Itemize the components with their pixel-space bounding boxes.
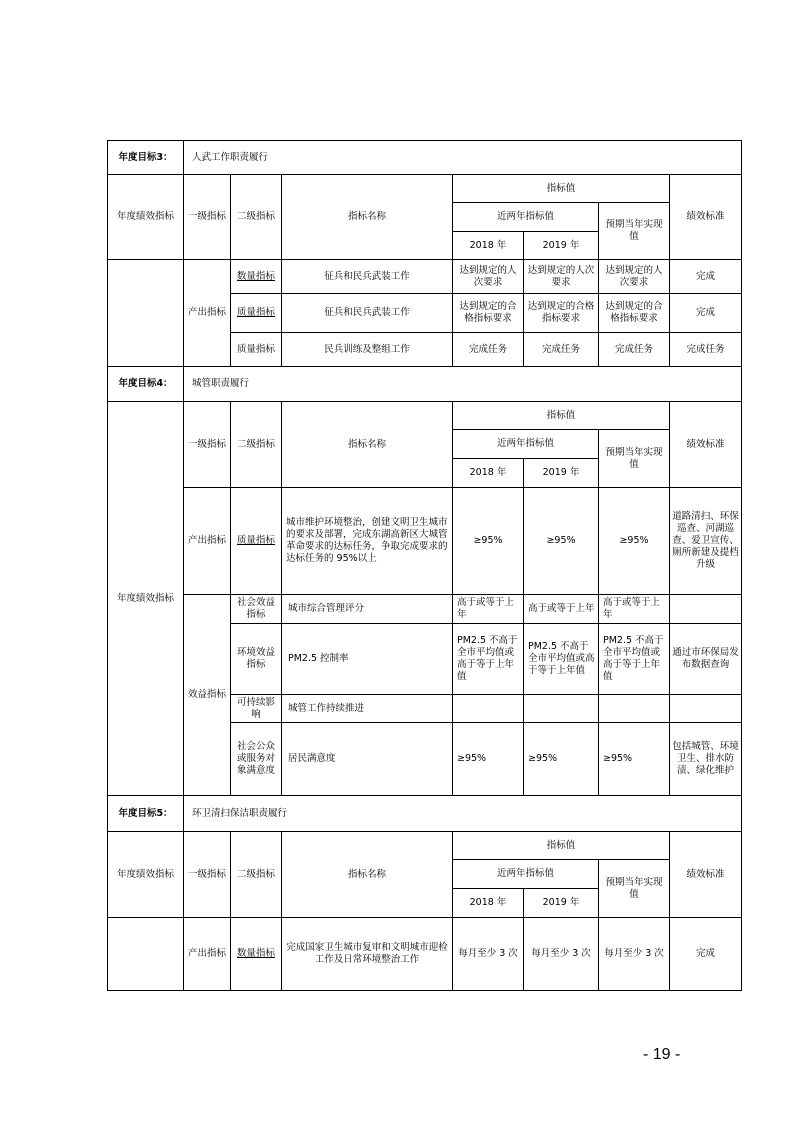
goal5-table bbox=[107, 795, 742, 991]
name-cell: 城市维护环境整治，创建文明卫生城市的要求及部署，完成东湖高新区大城管革命要求的达标任务，争取完成要求的达标任务的 95%以上 bbox=[282, 488, 453, 595]
expected-cell: PM2.5 不高于全市平均值或高于等于上年值 bbox=[599, 624, 670, 695]
goal3-label: 年度目标3： bbox=[108, 141, 184, 175]
goal5-perf-label-2 bbox=[108, 918, 184, 991]
goal4-perf-label: 年度绩效指标 bbox=[108, 402, 184, 796]
v2018-cell: 每月至少 3 次 bbox=[453, 918, 524, 991]
header-expected: 预期当年实现值 bbox=[599, 203, 670, 260]
header-expected: 预期当年实现值 bbox=[599, 430, 670, 488]
header-recent: 近两年指标值 bbox=[453, 430, 599, 459]
standard-cell bbox=[670, 595, 742, 624]
header-level2: 二级指标 bbox=[231, 402, 282, 488]
goal3-title: 人武工作职责履行 bbox=[184, 141, 742, 175]
goal5-perf-label: 年度绩效指标 bbox=[108, 832, 184, 918]
page-number: - 19 - bbox=[643, 1046, 681, 1063]
header-level1: 一级指标 bbox=[184, 832, 231, 918]
header-2018: 2018 年 bbox=[453, 459, 524, 488]
header-2019: 2019 年 bbox=[524, 889, 599, 918]
expected-cell: 高于或等于上年 bbox=[599, 595, 670, 624]
v2019-cell: 达到规定的人次要求 bbox=[524, 260, 599, 294]
v2019-cell bbox=[524, 695, 599, 723]
header-expected: 预期当年实现值 bbox=[599, 860, 670, 918]
expected-cell: 完成任务 bbox=[599, 333, 670, 367]
v2019-cell: 完成任务 bbox=[524, 333, 599, 367]
expected-cell: 达到规定的合格指标要求 bbox=[599, 294, 670, 333]
header-2018: 2018 年 bbox=[453, 889, 524, 918]
goal3-table bbox=[107, 140, 742, 367]
goal3-perf-label: 年度绩效指标 bbox=[108, 175, 184, 260]
header-indicator-value: 指标值 bbox=[453, 175, 670, 203]
goal5-title: 环卫清扫保洁职责履行 bbox=[184, 796, 742, 832]
l2-cell: 社会公众或服务对象满意度 bbox=[231, 723, 282, 796]
header-2019: 2019 年 bbox=[524, 459, 599, 488]
name-cell: 征兵和民兵武装工作 bbox=[282, 294, 453, 333]
name-cell: 居民满意度 bbox=[282, 723, 453, 796]
name-cell: 完成国家卫生城市复审和文明城市迎检工作及日常环境整治工作 bbox=[282, 918, 453, 991]
expected-cell: ≥95% bbox=[599, 488, 670, 595]
l2-cell: 数量指标 bbox=[231, 918, 282, 991]
expected-cell: ≥95% bbox=[599, 723, 670, 796]
header-indicator-value: 指标值 bbox=[453, 402, 670, 430]
goal4-l1-benefit: 效益指标 bbox=[184, 595, 231, 796]
expected-cell bbox=[599, 695, 670, 723]
l2-cell: 环境效益指标 bbox=[231, 624, 282, 695]
standard-cell bbox=[670, 695, 742, 723]
header-name: 指标名称 bbox=[282, 832, 453, 918]
v2019-cell: 达到规定的合格指标要求 bbox=[524, 294, 599, 333]
standard-cell: 通过市环保局发布数据查询 bbox=[670, 624, 742, 695]
goal3-perf-label-2 bbox=[108, 260, 184, 367]
header-standard: 绩效标准 bbox=[670, 402, 742, 488]
v2019-cell: PM2.5 不高于全市平均值或高于等于上年值 bbox=[524, 624, 599, 695]
expected-cell: 达到规定的人次要求 bbox=[599, 260, 670, 294]
v2018-cell: 达到规定的合格指标要求 bbox=[453, 294, 524, 333]
header-2018: 2018 年 bbox=[453, 232, 524, 260]
name-cell: PM2.5 控制率 bbox=[282, 624, 453, 695]
header-indicator-value: 指标值 bbox=[453, 832, 670, 860]
header-level1: 一级指标 bbox=[184, 402, 231, 488]
header-recent: 近两年指标值 bbox=[453, 860, 599, 889]
v2019-cell: ≥95% bbox=[524, 488, 599, 595]
header-name: 指标名称 bbox=[282, 402, 453, 488]
l2-cell: 质量指标 bbox=[231, 294, 282, 333]
v2018-cell: PM2.5 不高于全市平均值或高于等于上年值 bbox=[453, 624, 524, 695]
standard-cell: 道路清扫、环保巡查、河湖巡查、爱卫宣传、厕所新建及提档升级 bbox=[670, 488, 742, 595]
v2018-cell: ≥95% bbox=[453, 488, 524, 595]
goal4-table bbox=[107, 366, 742, 796]
standard-cell: 包括城管、环境卫生、排水防渍、绿化维护 bbox=[670, 723, 742, 796]
v2018-cell: 达到规定的人次要求 bbox=[453, 260, 524, 294]
header-standard: 绩效标准 bbox=[670, 832, 742, 918]
goal5-label: 年度目标5： bbox=[108, 796, 184, 832]
header-standard: 绩效标准 bbox=[670, 175, 742, 260]
standard-cell: 完成 bbox=[670, 918, 742, 991]
l2-cell: 质量指标 bbox=[231, 333, 282, 367]
name-cell: 城管工作持续推进 bbox=[282, 695, 453, 723]
l2-cell: 质量指标 bbox=[231, 488, 282, 595]
goal3-l1-output: 产出指标 bbox=[184, 260, 231, 367]
l2-cell: 社会效益指标 bbox=[231, 595, 282, 624]
v2018-cell bbox=[453, 695, 524, 723]
v2018-cell: 高于或等于上年 bbox=[453, 595, 524, 624]
v2018-cell: 完成任务 bbox=[453, 333, 524, 367]
v2019-cell: 高于或等于上年 bbox=[524, 595, 599, 624]
header-recent: 近两年指标值 bbox=[453, 203, 599, 232]
goal4-title: 城管职责履行 bbox=[184, 367, 742, 402]
standard-cell: 完成任务 bbox=[670, 333, 742, 367]
header-level2: 二级指标 bbox=[231, 832, 282, 918]
goal4-label: 年度目标4： bbox=[108, 367, 184, 402]
l2-cell: 可持续影响 bbox=[231, 695, 282, 723]
v2018-cell: ≥95% bbox=[453, 723, 524, 796]
standard-cell: 完成 bbox=[670, 294, 742, 333]
v2019-cell: ≥95% bbox=[524, 723, 599, 796]
goal4-l1-output: 产出指标 bbox=[184, 488, 231, 595]
header-level2: 二级指标 bbox=[231, 175, 282, 260]
header-level1: 一级指标 bbox=[184, 175, 231, 260]
header-name: 指标名称 bbox=[282, 175, 453, 260]
standard-cell: 完成 bbox=[670, 260, 742, 294]
v2019-cell: 每月至少 3 次 bbox=[524, 918, 599, 991]
name-cell: 城市综合管理评分 bbox=[282, 595, 453, 624]
goal5-l1-output: 产出指标 bbox=[184, 918, 231, 991]
name-cell: 民兵训练及整组工作 bbox=[282, 333, 453, 367]
expected-cell: 每月至少 3 次 bbox=[599, 918, 670, 991]
name-cell: 征兵和民兵武装工作 bbox=[282, 260, 453, 294]
header-2019: 2019 年 bbox=[524, 232, 599, 260]
l2-cell: 数量指标 bbox=[231, 260, 282, 294]
